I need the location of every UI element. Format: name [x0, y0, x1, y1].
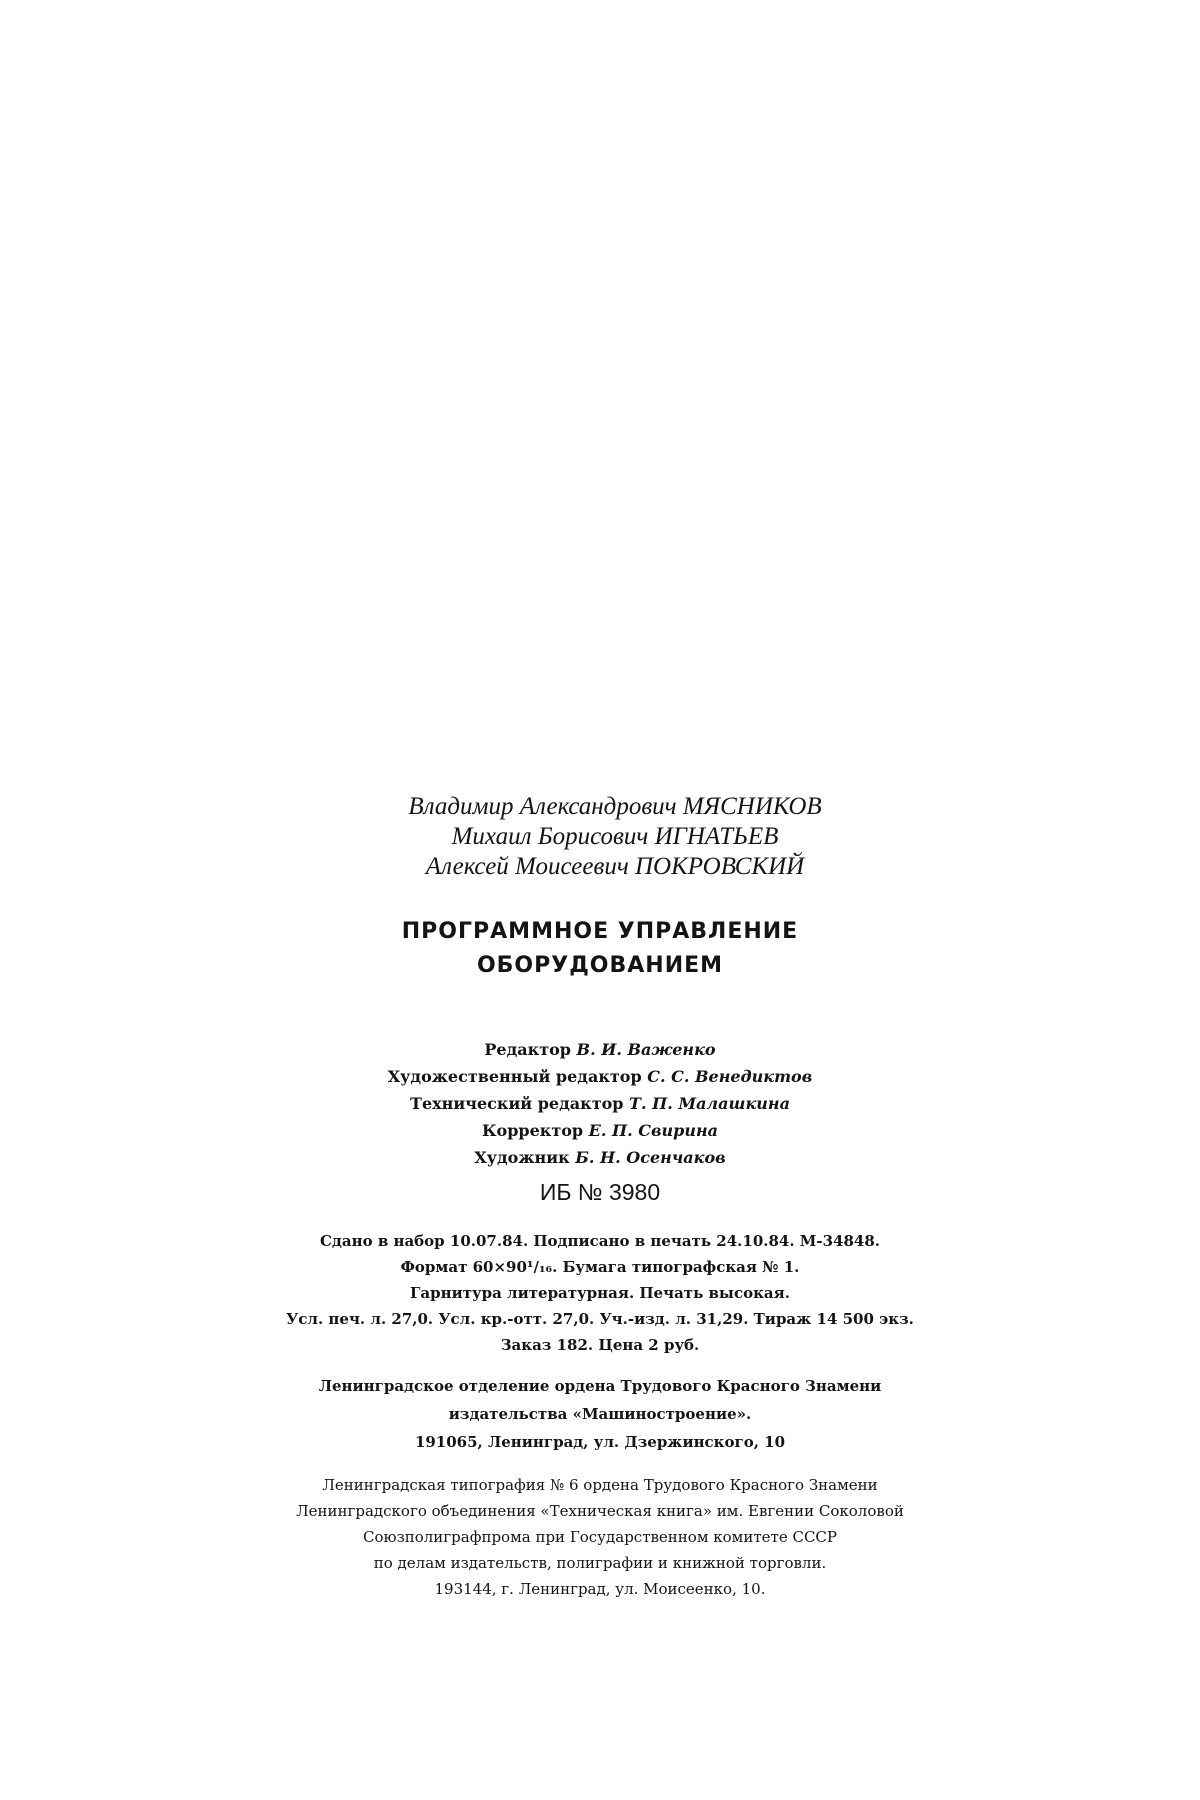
- publisher-info: [0, 1372, 1200, 1456]
- ib-number-text: ИБ № 3980: [539, 1179, 661, 1205]
- typography-line: Союзполиграфпрома при Государственном комитете СССР: [363, 1528, 837, 1546]
- typography-info: [0, 1472, 1200, 1602]
- staff-role: Художественный редактор: [387, 1067, 642, 1086]
- author-line: Алексей Моисеевич ПОКРОВСКИЙ: [425, 853, 805, 880]
- print-line: Сдано в набор 10.07.84. Подписано в печать 24.10.84. М-34848.: [319, 1232, 881, 1250]
- authors-block: [0, 792, 1200, 882]
- typography-line: Ленинградского объединения «Техническая книга» им. Евгении Соколовой: [296, 1502, 904, 1520]
- staff-name: Б. Н. Осенчаков: [575, 1148, 726, 1167]
- book-title: [0, 915, 1200, 983]
- staff-line-artist: [0, 1144, 1200, 1171]
- typography-line: 193144, г. Ленинград, ул. Моисеенко, 10.: [434, 1580, 766, 1598]
- staff-role: Художник: [474, 1148, 570, 1167]
- ib-number: [0, 1177, 1200, 1207]
- author-line: Михаил Борисович ИГНАТЬЕВ: [451, 823, 779, 850]
- staff-line-proofreader: [0, 1117, 1200, 1144]
- staff-name: С. С. Венедиктов: [647, 1067, 813, 1086]
- publisher-line: Ленинградское отделение ордена Трудового Красного Знамени: [318, 1377, 882, 1395]
- staff-name: Т. П. Малашкина: [629, 1094, 790, 1113]
- print-details: [0, 1228, 1200, 1358]
- staff-line-art-editor: [0, 1063, 1200, 1090]
- author-line: Владимир Александрович МЯСНИКОВ: [408, 793, 822, 820]
- staff-role: Корректор: [481, 1121, 584, 1140]
- title-line: ОБОРУДОВАНИЕМ: [476, 953, 724, 978]
- staff-line-editor: [0, 1036, 1200, 1063]
- staff-role: Технический редактор: [410, 1094, 624, 1113]
- typography-line: по делам издательств, полиграфии и книжной торговли.: [373, 1554, 827, 1572]
- print-line: Формат 60×90¹/₁₆. Бумага типографская № 1.: [400, 1258, 800, 1276]
- print-line: Усл. печ. л. 27,0. Усл. кр.-отт. 27,0. Уч.-изд. л. 31,29. Тираж 14 500 экз.: [286, 1310, 914, 1328]
- print-line: Гарнитура литературная. Печать высокая.: [410, 1284, 790, 1302]
- print-line: Заказ 182. Цена 2 руб.: [500, 1336, 700, 1354]
- title-line: ПРОГРАММНОЕ УПРАВЛЕНИЕ: [401, 919, 799, 944]
- staff-name: В. И. Важенко: [576, 1040, 716, 1059]
- staff-role: Редактор: [484, 1040, 571, 1059]
- typography-line: Ленинградская типография № 6 ордена Трудового Красного Знамени: [322, 1476, 878, 1494]
- staff-name: Е. П. Свирина: [588, 1121, 718, 1140]
- publisher-line: 191065, Ленинград, ул. Дзержинского, 10: [414, 1433, 786, 1451]
- publisher-line: издательства «Машиностроение».: [448, 1405, 752, 1423]
- staff-credits: [0, 1036, 1200, 1171]
- staff-line-tech-editor: [0, 1090, 1200, 1117]
